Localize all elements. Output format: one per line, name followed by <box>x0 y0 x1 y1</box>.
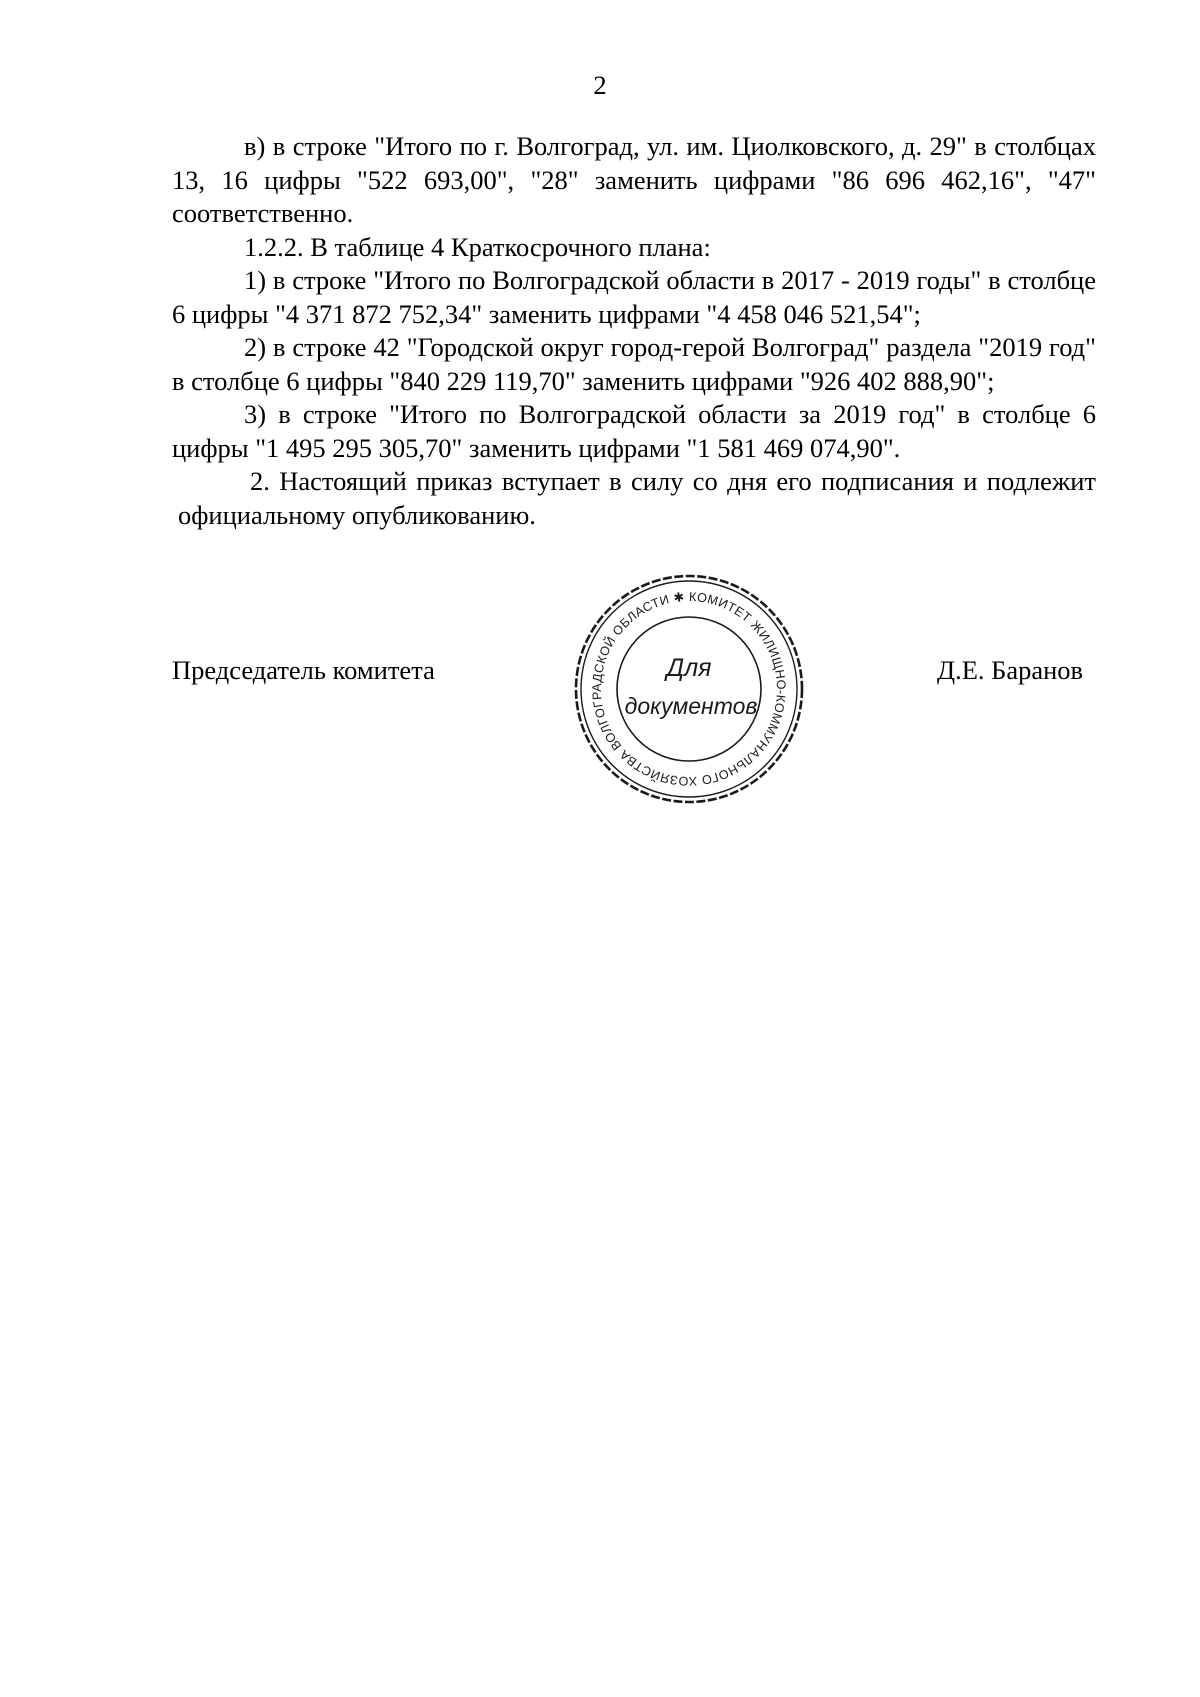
signatory-title: Председатель комитета <box>172 655 435 685</box>
paragraph-1-2-2-table-4: 1.2.2. В таблице 4 Краткосрочного плана: <box>244 231 711 262</box>
official-stamp <box>571 571 807 807</box>
document-body <box>172 130 1096 532</box>
stamp-outer-ring <box>576 576 802 802</box>
page-number: 2 <box>593 70 607 100</box>
stamp-center-line-2: документов <box>624 693 758 719</box>
stamp-seal-graphic <box>571 571 807 807</box>
stamp-outer-inner-ring <box>581 581 797 797</box>
paragraph-item-1: 1) в строке "Итого по Волгоградской области в 2017 - 2019 годы" в столбце 6 цифры "4 371 872 752,34" заменить цифрами "4 458 046 521,54"; <box>172 265 1096 329</box>
paragraph-v-itogo-tsiolkovskogo: в) в строке "Итого по г. Волгоград, ул. им. Циолковского, д. 29" в столбцах 13, 16 цифры "522 693,00", "28" заменить цифрами "86 696 462,16", "47" соответственно. <box>172 131 1096 228</box>
paragraph-effective-date: 2. Настоящий приказ вступает в силу со дня его подписания и подлежит официальному опубликованию. <box>178 466 1096 530</box>
stamp-inner-ring <box>617 617 761 761</box>
paragraph-item-2: 2) в строке 42 "Городской округ город-герой Волгоград" раздела "2019 год" в столбце 6 цифры "840 229 119,70" заменить цифрами "926 402 888,90"; <box>172 332 1096 396</box>
stamp-ring-text: КОМИТЕТ ЖИЛИЩНО-КОММУНАЛЬНОГО ХОЗЯЙСТВА ВОЛГОГРАДСКОЙ ОБЛАСТИ ✱ <box>589 589 789 789</box>
stamp-center-line-1: Для <box>666 654 712 682</box>
paragraph-item-3: 3) в строке "Итого по Волгоградской области за 2019 год" в столбце 6 цифры "1 495 295 305,70" заменить цифрами "1 581 469 074,90". <box>172 399 1096 463</box>
signatory-name: Д.Е. Баранов <box>937 655 1084 685</box>
